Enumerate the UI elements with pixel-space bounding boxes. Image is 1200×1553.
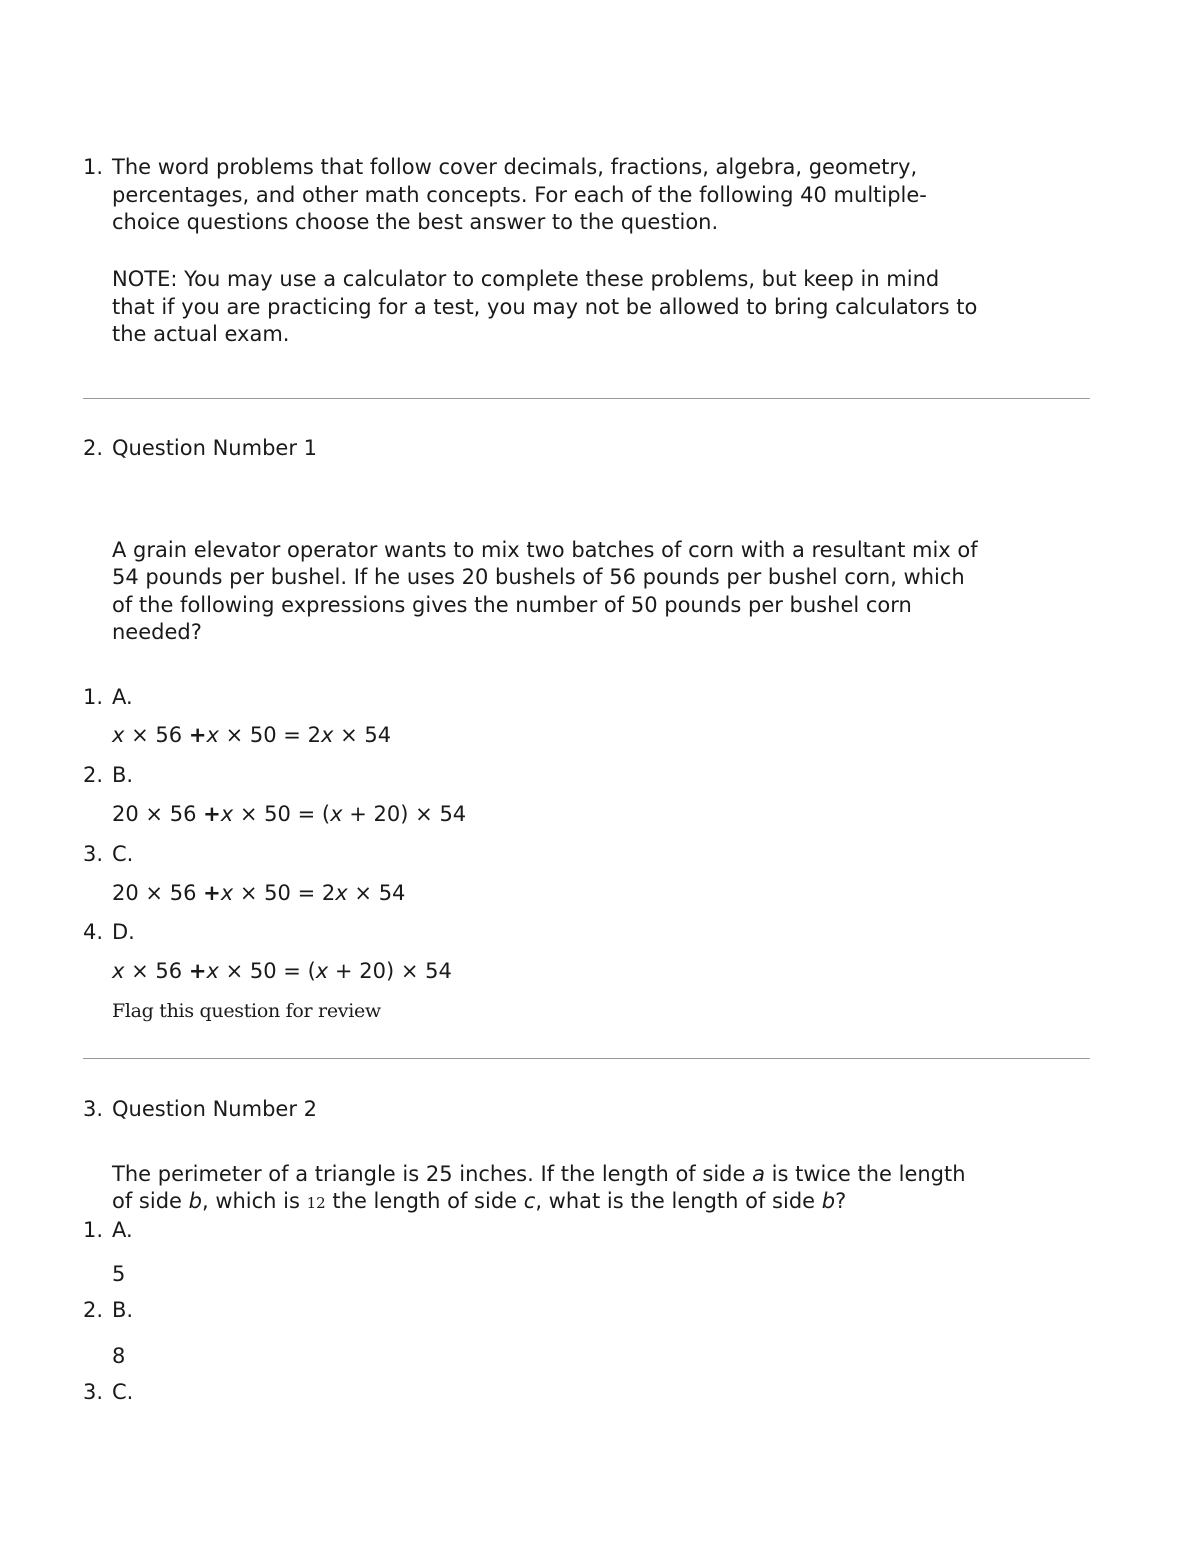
q2-option-b-value[interactable]: 8 bbox=[112, 1344, 126, 1368]
flag-for-review-link[interactable]: Flag this question for review bbox=[112, 1000, 381, 1022]
option-c-equation[interactable]: 20 × 56 +x × 50 = 2x × 54 bbox=[112, 881, 406, 905]
q2-option-b-number: 2. bbox=[83, 1298, 104, 1322]
q2-option-a-number: 1. bbox=[83, 1218, 104, 1242]
option-d-number: 4. bbox=[83, 920, 104, 944]
option-c-number: 3. bbox=[83, 842, 104, 866]
intro-line-2: percentages, and other math concepts. For each of the following 40 multiple- bbox=[112, 183, 927, 207]
q2-option-a-value[interactable]: 5 bbox=[112, 1262, 126, 1286]
question-2-body-line-1: The perimeter of a triangle is 25 inches. If the length of side a is twice the length bbox=[112, 1162, 966, 1186]
option-d-label[interactable]: D. bbox=[112, 920, 135, 944]
fraction: 12 bbox=[306, 1194, 326, 1212]
intro-line-3: choice questions choose the best answer to the question. bbox=[112, 210, 719, 234]
question-2-body-line-2: of side b, which is 12 the length of side c, what is the length of side b? bbox=[112, 1189, 847, 1213]
note-line-2: that if you are practicing for a test, you may not be allowed to bring calculators to bbox=[112, 295, 978, 319]
q2-option-c-number: 3. bbox=[83, 1380, 104, 1404]
option-a-equation[interactable]: x × 56 +x × 50 = 2x × 54 bbox=[112, 723, 392, 747]
question-1-body-line-4: needed? bbox=[112, 620, 202, 644]
question-2-title: Question Number 2 bbox=[112, 1097, 317, 1121]
option-a-label[interactable]: A. bbox=[112, 685, 133, 709]
question-1-title: Question Number 1 bbox=[112, 436, 317, 460]
q2-option-b-label[interactable]: B. bbox=[112, 1298, 134, 1322]
option-d-equation[interactable]: x × 56 +x × 50 = (x + 20) × 54 bbox=[112, 959, 452, 983]
option-b-equation[interactable]: 20 × 56 +x × 50 = (x + 20) × 54 bbox=[112, 802, 467, 826]
divider bbox=[83, 1058, 1090, 1059]
intro-line-1: The word problems that follow cover decimals, fractions, algebra, geometry, bbox=[112, 155, 918, 179]
option-a-number: 1. bbox=[83, 685, 104, 709]
option-b-number: 2. bbox=[83, 763, 104, 787]
note-line-3: the actual exam. bbox=[112, 322, 290, 346]
q2-option-c-label[interactable]: C. bbox=[112, 1380, 134, 1404]
question-1-number: 2. bbox=[83, 436, 104, 460]
question-1-body-line-2: 54 pounds per bushel. If he uses 20 bushels of 56 pounds per bushel corn, which bbox=[112, 565, 965, 589]
question-1-body-line-3: of the following expressions gives the number of 50 pounds per bushel corn bbox=[112, 593, 912, 617]
divider bbox=[83, 398, 1090, 399]
option-b-label[interactable]: B. bbox=[112, 763, 134, 787]
q2-option-a-label[interactable]: A. bbox=[112, 1218, 133, 1242]
question-1-body-line-1: A grain elevator operator wants to mix two batches of corn with a resultant mix of bbox=[112, 538, 978, 562]
intro-number: 1. bbox=[83, 155, 104, 179]
option-c-label[interactable]: C. bbox=[112, 842, 134, 866]
note-line-1: NOTE: You may use a calculator to complete these problems, but keep in mind bbox=[112, 267, 940, 291]
question-2-number: 3. bbox=[83, 1097, 104, 1121]
